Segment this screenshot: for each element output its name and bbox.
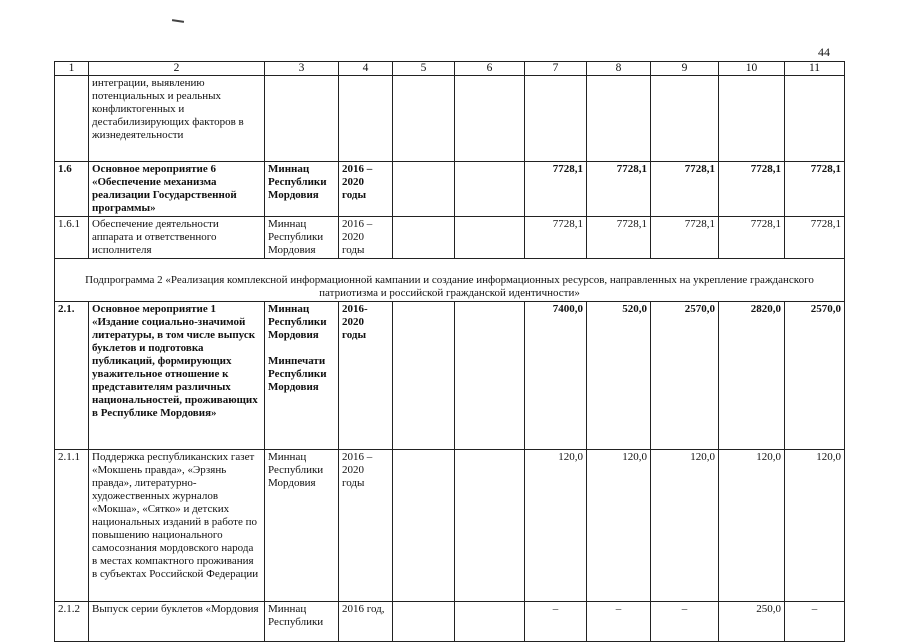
table-cell — [393, 450, 455, 602]
table-cell — [55, 76, 89, 162]
page-number: 44 — [818, 45, 830, 59]
table-cell: – — [651, 602, 719, 642]
subprogram-title: Подпрограмма 2 «Реализация комплексной информационной кампании и создание информационных ресурсов, направленных на укрепление гражданского патриотизма и российской гражданской идентичности» — [55, 259, 845, 302]
column-header: 1 — [55, 62, 89, 76]
table-cell: 2.1. — [55, 302, 89, 450]
table-cell: Миннац Республики Мордовия — [265, 450, 339, 602]
column-header: 11 — [785, 62, 845, 76]
table-cell: интеграции, выявлению потенциальных и реальных конфликтогенных и дестабилизирующих факторов в жизнедеятельности — [89, 76, 265, 162]
table-cell: 120,0 — [651, 450, 719, 602]
table-cell: 7728,1 — [651, 217, 719, 259]
table-cell: 7728,1 — [525, 217, 587, 259]
table-cell: 2820,0 — [719, 302, 785, 450]
table-cell — [719, 76, 785, 162]
table-cell: 2.1.2 — [55, 602, 89, 642]
table-cell: Миннац Республики — [265, 602, 339, 642]
table-cell — [393, 302, 455, 450]
table-cell — [455, 162, 525, 217]
table-cell: 7728,1 — [587, 162, 651, 217]
column-header: 7 — [525, 62, 587, 76]
table-cell: 7728,1 — [719, 162, 785, 217]
table-cell — [339, 76, 393, 162]
table-cell — [651, 76, 719, 162]
table-row — [55, 302, 845, 450]
table-cell: 2.1.1 — [55, 450, 89, 602]
table-cell: Миннац Республики Мордовия Минпечати Республики Мордовия — [265, 302, 339, 450]
column-header: 5 — [393, 62, 455, 76]
column-header: 10 — [719, 62, 785, 76]
table-cell: 2016 – 2020 годы — [339, 450, 393, 602]
table-cell: Выпуск серии буклетов «Мордовия — [89, 602, 265, 642]
table-cell — [455, 217, 525, 259]
table-cell: 120,0 — [587, 450, 651, 602]
table-cell: Поддержка республиканских газет «Мокшень правда», «Эрзянь правда», литературно-художественных журналов «Мокша», «Сятко» и детских национальных изданий в работе по повышению национального самосознания мордовского народа в местах компактного проживания в субъектах Российской Федерации — [89, 450, 265, 602]
table-cell: 250,0 — [719, 602, 785, 642]
table-cell: 2016 – 2020 годы — [339, 217, 393, 259]
table-cell — [455, 450, 525, 602]
column-header: 8 — [587, 62, 651, 76]
table-cell: 7728,1 — [785, 162, 845, 217]
table-cell — [785, 76, 845, 162]
table-cell — [455, 76, 525, 162]
table-cell — [393, 602, 455, 642]
table-cell: Миннац Республики Мордовия — [265, 217, 339, 259]
table-cell — [393, 76, 455, 162]
table-row — [55, 76, 845, 162]
table-cell — [265, 76, 339, 162]
table-cell: 2016-2020 годы — [339, 302, 393, 450]
table-cell: 7728,1 — [587, 217, 651, 259]
table-cell — [393, 162, 455, 217]
column-header: 3 — [265, 62, 339, 76]
table-cell: Основное мероприятие 1 «Издание социально-значимой литературы, в том числе выпуск буклетов и подготовка публикаций, формирующих уважительное отношение к представителям различных национальностей, проживающих в Республике Мордовия» — [89, 302, 265, 450]
table-cell — [525, 76, 587, 162]
table-cell: 1.6.1 — [55, 217, 89, 259]
table-row — [55, 162, 845, 217]
table-cell: – — [525, 602, 587, 642]
column-header: 4 — [339, 62, 393, 76]
table-cell: 2570,0 — [651, 302, 719, 450]
table-cell: 120,0 — [719, 450, 785, 602]
table-cell: 7728,1 — [651, 162, 719, 217]
table-cell: – — [785, 602, 845, 642]
table-cell: Обеспечение деятельности аппарата и ответственного исполнителя — [89, 217, 265, 259]
table-cell: 2570,0 — [785, 302, 845, 450]
table-cell: 7728,1 — [525, 162, 587, 217]
column-number-row — [55, 62, 845, 76]
table-cell: 120,0 — [785, 450, 845, 602]
table-row — [55, 217, 845, 259]
table-cell: 2016 – 2020 годы — [339, 162, 393, 217]
table-cell — [455, 302, 525, 450]
budget-table — [54, 61, 845, 642]
table-cell: Основное мероприятие 6 «Обеспечение механизма реализации Государственной программы» — [89, 162, 265, 217]
table-cell — [587, 76, 651, 162]
table-cell — [393, 217, 455, 259]
table-cell: Миннац Республики Мордовия — [265, 162, 339, 217]
scan-mark — [172, 19, 184, 23]
table-cell: 7728,1 — [719, 217, 785, 259]
table-cell — [455, 602, 525, 642]
table-cell: 1.6 — [55, 162, 89, 217]
column-header: 6 — [455, 62, 525, 76]
table-row — [55, 602, 845, 642]
subprogram-header-row — [55, 259, 845, 302]
table-cell: 2016 год, — [339, 602, 393, 642]
table-cell: 7400,0 — [525, 302, 587, 450]
column-header: 9 — [651, 62, 719, 76]
table-cell: – — [587, 602, 651, 642]
column-header: 2 — [89, 62, 265, 76]
table-row — [55, 450, 845, 602]
table-cell: 520,0 — [587, 302, 651, 450]
table-cell: 120,0 — [525, 450, 587, 602]
table-cell: 7728,1 — [785, 217, 845, 259]
